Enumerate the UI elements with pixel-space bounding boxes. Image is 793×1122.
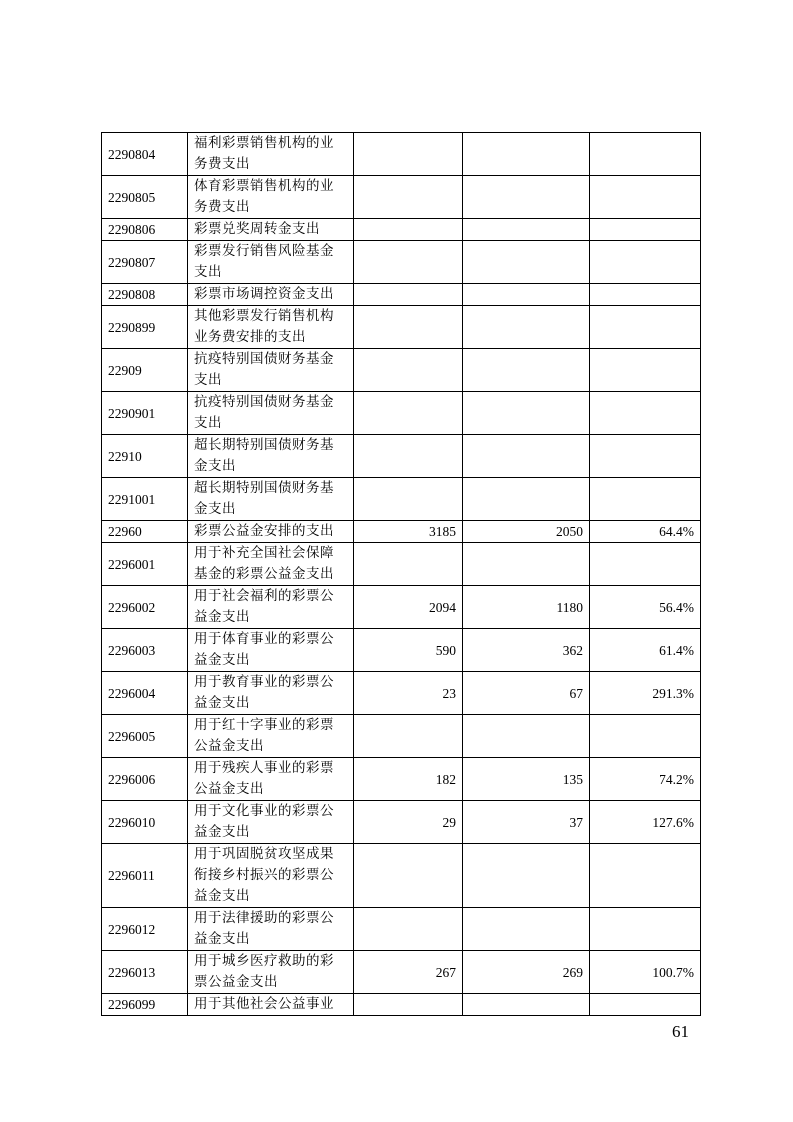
table-row	[102, 951, 701, 994]
row-value-2: 135	[463, 758, 590, 801]
row-name: 用于红十字事业的彩票公益金支出	[188, 715, 354, 758]
row-value-2	[463, 478, 590, 521]
table-row	[102, 629, 701, 672]
row-value-1	[354, 543, 463, 586]
row-code: 22960	[102, 521, 188, 543]
row-percent	[590, 349, 701, 392]
table-row	[102, 586, 701, 629]
row-value-2: 269	[463, 951, 590, 994]
table-row	[102, 219, 701, 241]
row-value-2	[463, 908, 590, 951]
row-value-2	[463, 543, 590, 586]
table-row	[102, 133, 701, 176]
row-percent	[590, 994, 701, 1016]
row-name: 抗疫特别国债财务基金支出	[188, 349, 354, 392]
row-name: 抗疫特别国债财务基金支出	[188, 392, 354, 435]
row-name: 彩票发行销售风险基金支出	[188, 241, 354, 284]
table-row	[102, 478, 701, 521]
table-row	[102, 801, 701, 844]
row-value-1	[354, 176, 463, 219]
row-code: 2296005	[102, 715, 188, 758]
table-row	[102, 715, 701, 758]
row-percent	[590, 715, 701, 758]
table-row	[102, 908, 701, 951]
row-name: 超长期特别国债财务基金支出	[188, 435, 354, 478]
row-name: 用于补充全国社会保障基金的彩票公益金支出	[188, 543, 354, 586]
row-code: 2290804	[102, 133, 188, 176]
table-row	[102, 176, 701, 219]
row-value-1: 2094	[354, 586, 463, 629]
row-code: 2290808	[102, 284, 188, 306]
table-row	[102, 435, 701, 478]
row-percent	[590, 133, 701, 176]
row-value-1	[354, 435, 463, 478]
row-name: 用于城乡医疗救助的彩票公益金支出	[188, 951, 354, 994]
row-value-1	[354, 219, 463, 241]
row-name: 用于其他社会公益事业	[188, 994, 354, 1016]
table-row	[102, 672, 701, 715]
row-value-2	[463, 844, 590, 908]
row-code: 2290901	[102, 392, 188, 435]
table-row	[102, 284, 701, 306]
row-name: 彩票兑奖周转金支出	[188, 219, 354, 241]
row-percent	[590, 908, 701, 951]
row-value-1	[354, 994, 463, 1016]
row-value-1	[354, 478, 463, 521]
budget-table-body	[102, 133, 701, 1016]
row-value-2	[463, 435, 590, 478]
row-value-2: 67	[463, 672, 590, 715]
row-value-1	[354, 349, 463, 392]
row-name: 超长期特别国债财务基金支出	[188, 478, 354, 521]
row-value-2	[463, 284, 590, 306]
row-value-2: 1180	[463, 586, 590, 629]
row-name: 彩票市场调控资金支出	[188, 284, 354, 306]
row-value-1	[354, 306, 463, 349]
row-value-2	[463, 306, 590, 349]
row-value-1	[354, 241, 463, 284]
table-row	[102, 349, 701, 392]
row-name: 体育彩票销售机构的业务费支出	[188, 176, 354, 219]
row-percent	[590, 176, 701, 219]
row-name: 福利彩票销售机构的业务费支出	[188, 133, 354, 176]
row-code: 2291001	[102, 478, 188, 521]
row-code: 22909	[102, 349, 188, 392]
row-code: 2296002	[102, 586, 188, 629]
row-value-1: 29	[354, 801, 463, 844]
row-percent: 64.4%	[590, 521, 701, 543]
row-name: 用于巩固脱贫攻坚成果衔接乡村振兴的彩票公益金支出	[188, 844, 354, 908]
row-code: 2290805	[102, 176, 188, 219]
row-name: 其他彩票发行销售机构业务费安排的支出	[188, 306, 354, 349]
table-row	[102, 543, 701, 586]
table-row	[102, 241, 701, 284]
row-percent	[590, 241, 701, 284]
row-name: 用于残疾人事业的彩票公益金支出	[188, 758, 354, 801]
row-percent	[590, 392, 701, 435]
row-value-2: 362	[463, 629, 590, 672]
row-value-1: 23	[354, 672, 463, 715]
row-name: 彩票公益金安排的支出	[188, 521, 354, 543]
row-value-1	[354, 908, 463, 951]
row-percent	[590, 435, 701, 478]
row-value-1: 3185	[354, 521, 463, 543]
row-value-2	[463, 133, 590, 176]
row-value-1	[354, 133, 463, 176]
row-value-2	[463, 994, 590, 1016]
row-code: 2296013	[102, 951, 188, 994]
table-row	[102, 521, 701, 543]
row-value-1	[354, 844, 463, 908]
row-value-1	[354, 392, 463, 435]
row-percent: 74.2%	[590, 758, 701, 801]
table-row	[102, 758, 701, 801]
row-percent	[590, 543, 701, 586]
row-code: 2296011	[102, 844, 188, 908]
row-code: 2290807	[102, 241, 188, 284]
row-name: 用于法律援助的彩票公益金支出	[188, 908, 354, 951]
row-code: 2290899	[102, 306, 188, 349]
row-percent: 100.7%	[590, 951, 701, 994]
row-percent	[590, 844, 701, 908]
table-row	[102, 392, 701, 435]
row-name: 用于社会福利的彩票公益金支出	[188, 586, 354, 629]
row-percent	[590, 284, 701, 306]
table-row	[102, 844, 701, 908]
row-code: 22910	[102, 435, 188, 478]
table-row	[102, 306, 701, 349]
row-percent	[590, 478, 701, 521]
row-percent	[590, 219, 701, 241]
row-code: 2296001	[102, 543, 188, 586]
row-value-1	[354, 715, 463, 758]
row-value-2: 37	[463, 801, 590, 844]
row-code: 2296003	[102, 629, 188, 672]
row-code: 2296012	[102, 908, 188, 951]
row-percent: 56.4%	[590, 586, 701, 629]
row-value-2	[463, 392, 590, 435]
row-code: 2296099	[102, 994, 188, 1016]
row-value-1	[354, 284, 463, 306]
row-percent: 127.6%	[590, 801, 701, 844]
row-value-2	[463, 349, 590, 392]
row-code: 2296004	[102, 672, 188, 715]
row-value-1: 267	[354, 951, 463, 994]
row-value-1: 182	[354, 758, 463, 801]
row-code: 2296006	[102, 758, 188, 801]
row-code: 2296010	[102, 801, 188, 844]
row-percent: 61.4%	[590, 629, 701, 672]
row-name: 用于体育事业的彩票公益金支出	[188, 629, 354, 672]
row-name: 用于教育事业的彩票公益金支出	[188, 672, 354, 715]
row-value-2	[463, 715, 590, 758]
row-value-1: 590	[354, 629, 463, 672]
budget-table	[101, 132, 701, 1016]
row-value-2	[463, 176, 590, 219]
row-value-2	[463, 241, 590, 284]
row-percent	[590, 306, 701, 349]
page-number: 61	[672, 1022, 689, 1041]
table-row	[102, 994, 701, 1016]
row-name: 用于文化事业的彩票公益金支出	[188, 801, 354, 844]
row-value-2	[463, 219, 590, 241]
row-value-2: 2050	[463, 521, 590, 543]
row-percent: 291.3%	[590, 672, 701, 715]
row-code: 2290806	[102, 219, 188, 241]
